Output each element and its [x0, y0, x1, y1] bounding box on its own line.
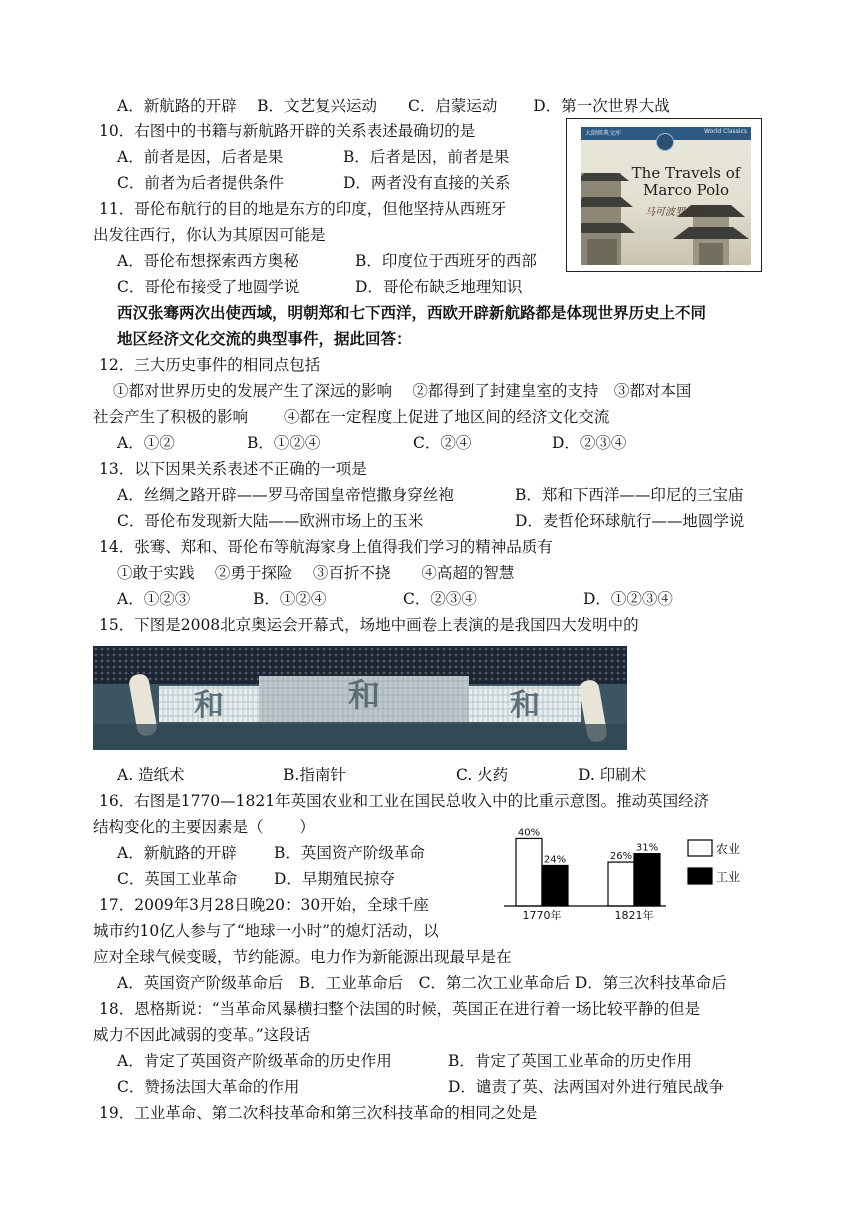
q16-stem-1: 16．右图是1770—1821年英国农业和工业在国民总收入中的比重示意图。推动英国经济: [99, 792, 710, 810]
q12-stem: 12．三大历史事件的相同点包括: [99, 356, 321, 374]
economy-ratio-chart: [500, 822, 770, 922]
olympic-scene: [93, 646, 627, 750]
q16-stem-2: 结构变化的主要因素是（ ）: [93, 818, 315, 836]
q13-option-b: B．郑和下西洋——印尼的三宝庙: [515, 486, 744, 504]
bar-1821年-农业: [608, 862, 634, 906]
q12-option-c: C．②④: [413, 434, 472, 452]
book-cover: [581, 127, 751, 265]
q10-stem: 10．右图中的书籍与新航路开辟的关系表述最确切的是: [99, 122, 476, 140]
q15-option-c: C. 火药: [456, 766, 509, 784]
legend-swatch-工业: [688, 868, 712, 884]
olympic-ceremony-photo: [93, 646, 627, 750]
olympic-char-middle: 和: [347, 676, 381, 714]
bar-value-label: 31%: [635, 842, 659, 854]
q10-option-a: A．前者是因，后者是果: [117, 148, 284, 166]
bar-value-label: 26%: [609, 851, 633, 863]
q17-stem-1: 17．2009年3月28日晚20：30开始，全球千座: [99, 896, 429, 914]
q16-option-a: A．新航路的开辟: [117, 844, 237, 862]
bar-value-label: 40%: [517, 827, 541, 839]
q13-option-a: A．丝绸之路开辟——罗马帝国皇帝恺撒身穿丝袍: [117, 486, 454, 504]
q11-option-b: B．印度位于西班牙的西部: [355, 252, 537, 270]
legend-swatch-农业: [688, 840, 712, 856]
q10-option-b: B．后者是因，前者是果: [343, 148, 510, 166]
q13-option-c: C．哥伦布发现新大陆——欧洲市场上的玉米: [117, 512, 424, 530]
bar-1770年-工业: [542, 865, 568, 906]
q13-stem: 13．以下因果关系表述不正确的一项是: [99, 460, 367, 478]
q19-stem: 19．工业革命、第二次科技革命和第三次科技革命的相同之处是: [99, 1104, 538, 1122]
olympic-char-left: 和: [194, 688, 224, 723]
book-series-cn: 大師經典文库: [585, 130, 622, 137]
q9-options: A．新航路的开辟 B．文艺复兴运动 C．启蒙运动 D．第一次世界大战: [117, 97, 670, 115]
q17-options: A．英国资产阶级革命后 B．工业革命后 C．第二次工业革命后 D．第三次科技革命后: [117, 974, 727, 992]
q14-option-b: B．①②④: [253, 590, 327, 608]
q11-option-d: D．哥伦布缺乏地理知识: [355, 278, 523, 296]
q18-option-d: D．谴责了英、法两国对外进行殖民战争: [448, 1078, 724, 1096]
q11-option-a: A．哥伦布想探索西方奥秘: [117, 252, 299, 270]
q14-statements: ①敢于实践 ②勇于探险 ③百折不挠 ④高超的智慧: [117, 564, 515, 582]
q12-statements-1: ①都对世界历史的发展产生了深远的影响 ②都得到了封建皇室的支持 ③都对本国: [113, 382, 692, 400]
q10-option-d: D．两者没有直接的关系: [343, 174, 511, 192]
q12-option-a: A．①②: [117, 434, 175, 452]
q15-option-d: D. 印刷术: [578, 766, 647, 784]
q17-stem-3: 应对全球气候变暖，节约能源。电力作为新能源出现最早是在: [93, 948, 512, 966]
q12-statements-2: 社会产生了积极的影响 ④都在一定程度上促进了地区间的经济文化交流: [93, 408, 610, 426]
q15-option-b: B.指南针: [283, 766, 346, 784]
book-series-en: World Classics: [704, 128, 747, 135]
q14-option-c: C．②③④: [403, 590, 477, 608]
category-label: 1821年: [614, 909, 654, 922]
q16-option-c: C．英国工业革命: [117, 870, 238, 888]
q18-option-c: C．赞扬法国大革命的作用: [117, 1078, 300, 1096]
q17-stem-2: 城市约10亿人参与了“地球一小时”的熄灯活动，以: [93, 922, 439, 940]
q15-option-a: A. 造纸术: [117, 766, 185, 784]
marco-polo-book-image: [566, 118, 762, 272]
bar-1821年-工业: [634, 854, 660, 906]
q15-stem: 15．下图是2008北京奥运会开幕式，场地中画卷上表演的是我国四大发明中的: [99, 616, 639, 634]
section-intro-1: 西汉张骞两次出使西域，明朝郑和七下西洋，西欧开辟新航路都是体现世界历史上不同: [117, 303, 707, 322]
book-title: The Travels of Marco Polo: [631, 164, 741, 199]
q18-option-b: B．肯定了英国工业革命的历史作用: [448, 1052, 692, 1070]
legend-label-工业: 工业: [716, 870, 741, 884]
olympic-char-right: 和: [510, 688, 540, 723]
q11-stem-1: 11．哥伦布航行的目的地是东方的印度，但他坚持从西班牙: [99, 200, 507, 218]
q11-stem-2: 出发往西行，你认为其原因可能是: [93, 226, 326, 244]
q14-option-a: A．①②③: [117, 590, 191, 608]
category-label: 1770年: [522, 909, 562, 922]
bar-1770年-农业: [516, 838, 542, 906]
q14-option-d: D．①②③④: [583, 590, 673, 608]
section-intro-2: 地区经济文化交流的典型事件，据此回答：: [117, 329, 412, 348]
q14-stem: 14．张骞、郑和、哥伦布等航海家身上值得我们学习的精神品质有: [99, 538, 553, 556]
book-emblem-icon: [656, 133, 674, 151]
q12-option-b: B．①②④: [247, 434, 321, 452]
book-title-cn: 马可波罗游记: [645, 207, 705, 218]
q12-option-d: D．②③④: [552, 434, 627, 452]
q16-option-b: B．英国资产阶级革命: [274, 844, 425, 862]
q10-option-c: C．前者为后者提供条件: [117, 174, 284, 192]
q18-stem-1: 18．恩格斯说：“当革命风暴横扫整个法国的时候，英国正在进行着一场比较平静的但是: [99, 1000, 701, 1018]
q18-stem-2: 威力不因此减弱的变革。”这段话: [93, 1026, 311, 1044]
q16-option-d: D．早期殖民掠夺: [274, 870, 395, 888]
q13-option-d: D．麦哲伦环球航行——地圆学说: [515, 512, 745, 530]
q18-option-a: A．肯定了英国资产阶级革命的历史作用: [117, 1052, 392, 1070]
q11-option-c: C．哥伦布接受了地圆学说: [117, 278, 300, 296]
bar-value-label: 24%: [543, 854, 567, 866]
legend-label-农业: 农业: [716, 842, 741, 856]
